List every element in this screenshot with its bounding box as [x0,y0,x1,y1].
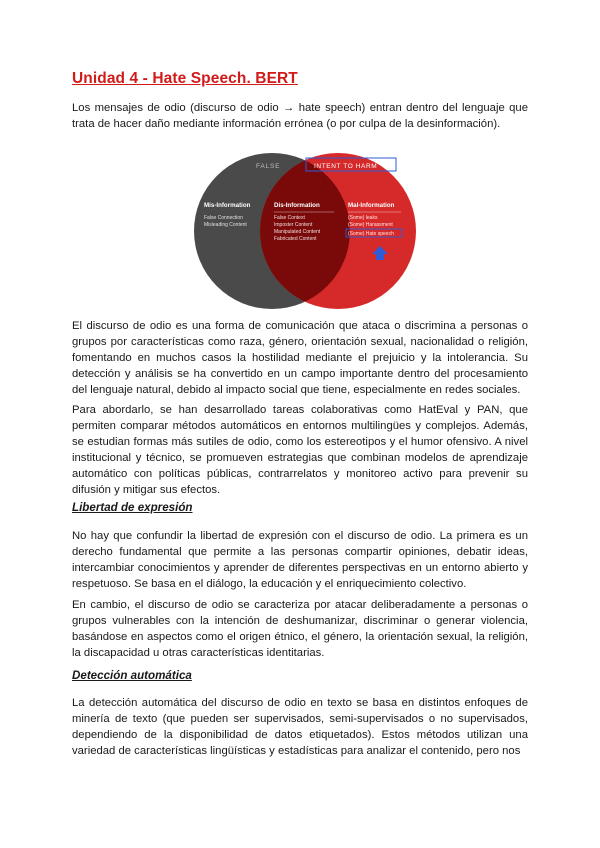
dis-item: Imposter Content [274,222,313,228]
body-paragraph: En cambio, el discurso de odio se caracteriza por atacar deliberadamente a personas o grupos vulnerables con la intención de deshumanizar, discriminar o generar violencia, basándose en aspectos como el origen étnico, el género, la orientación sexual, la religión, la discapacidad u otras características identitarias. [72,599,528,659]
mal-item: (Some) Hate speech [348,231,394,237]
dis-item: Fabricated Content [274,236,317,242]
intent-to-harm-label: INTENT TO HARM [314,163,378,170]
body-paragraph: La detección automática del discurso de odio en texto se basa en distintos enfoques de minería de texto (que pueden ser supervisados, semi-supervisados o no supervisados, dependiendo de la disponibilidad de datos etiquetados). Estos métodos utilizan una variedad de características lingüísticas y estadísticas para analizar el contenido, pero nos [72,697,528,757]
dis-item: False Context [274,215,305,221]
body-paragraph: No hay que confundir la libertad de expresión con el discurso de odio. La primera es un derecho fundamental que permite a las personas compartir opiniones, debatir ideas, intercambiar conocimientos y aprender de diferentes perspectivas en un entorno abierto y respetuoso. Se basa en el diálogo, la educación y el enriquecimiento colectivo. [72,530,528,590]
mal-item: (Some) Harassment [348,222,393,228]
mal-item: (Some) leaks [348,215,378,221]
dis-information-title: Dis-Information [274,202,320,209]
body-paragraph: El discurso de odio es una forma de comunicación que ataca o discrimina a personas o grupos por características como raza, género, orientación sexual, nacionalidad o religión, fomentando en muchos casos la hostilidad mediante el prejuicio y la intolerancia. Su detección y análisis se ha convertido en un campo importante dentro del procesamiento del lenguaje natural, debido al impacto social que tiene, especialmente en redes sociales. [72,320,528,396]
mal-information-title: Mal-Information [348,202,395,209]
body-paragraph: Para abordarlo, se han desarrollado tareas colaborativas como HatEval y PAN, que permiten comparar métodos automáticos en entornos multilingües y complejos. Además, se estudian formas más sutiles de odio, como los estereotipos y el humor ofensivo. A nivel institucional y técnico, se promueven estrategias que combinan modelos de aprendizaje automático con políticas públicas, contrarrelatos y monitoreo activo para prevenir su difusión y mitigar sus efectos. [72,404,528,496]
intro-paragraph: Los mensajes de odio (discurso de odio → hate speech) entran dentro del lenguaje que trata de hacer daño mediante información errónea (o por culpa de la desinformación). [72,102,528,130]
information-disorder-venn-diagram [194,150,416,312]
false-label: FALSE [256,163,281,170]
section-heading-libertad: Libertad de expresión [72,501,193,514]
section-heading-deteccion: Detección automática [72,669,192,682]
dis-item: Manipulated Content [274,229,321,235]
page-title: Unidad 4 - Hate Speech. BERT [72,70,298,87]
mis-item: Misleading Content [204,222,247,228]
mis-item: False Connection [204,215,243,221]
mis-information-title: Mis-Information [204,202,251,209]
